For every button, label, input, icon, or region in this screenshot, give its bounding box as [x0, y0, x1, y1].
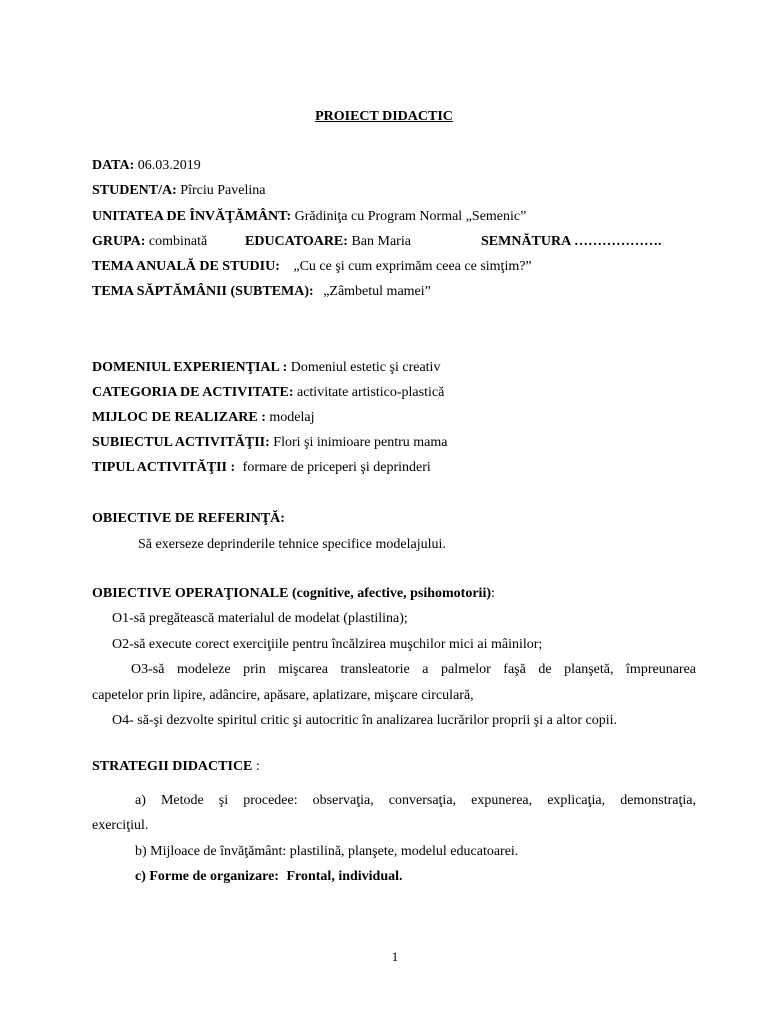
- strategii-c-value: Frontal, individual.: [286, 869, 403, 884]
- categoria-label: CATEGORIA DE ACTIVITATE:: [92, 385, 294, 400]
- data-row: [92, 159, 201, 173]
- unitate-value: Grădiniţa cu Program Normal „Semenic”: [294, 209, 527, 224]
- categoria-row: [92, 386, 444, 400]
- educatoare-label: EDUCATOARE:: [245, 234, 348, 249]
- strategii-a-line1: a) Metode şi procedee: observaţia, conversaţia, expunerea, explicaţia, demonstraţia,: [135, 793, 696, 808]
- objective-o4: O4- să-şi dezvolte spiritul critic şi autocritic în analizarea lucrărilor proprii şi a altor copii.: [112, 713, 617, 728]
- tema-anuala-value: „Cu ce şi cum exprimăm ceea ce simţim?”: [293, 259, 532, 274]
- educatoare-value: Ban Maria: [351, 234, 411, 249]
- objective-o3-line2: capetelor prin lipire, adâncire, apăsare, aplatizare, mişcare circulară,: [92, 688, 474, 703]
- obiective-operationale-heading-row: [92, 587, 495, 601]
- objective-o1: O1-să pregătească materialul de modelat (plastilina);: [112, 611, 408, 626]
- subiect-row: [92, 436, 447, 450]
- strategii-c-label: c) Forme de organizare:: [135, 869, 279, 884]
- grupa-value: combinată: [148, 234, 208, 249]
- student-value: Pîrciu Pavelina: [180, 183, 266, 198]
- tema-saptamanii-value: „Zâmbetul mamei”: [323, 284, 431, 299]
- grupa-row: [92, 235, 207, 249]
- strategii-heading: STRATEGII DIDACTICE: [92, 759, 253, 774]
- unitate-label: UNITATEA DE ÎNVĂŢĂMÂNT:: [92, 209, 292, 224]
- strategii-heading-row: [92, 760, 260, 774]
- tipul-label: TIPUL ACTIVITĂŢII :: [92, 460, 236, 475]
- data-value: 06.03.2019: [137, 158, 201, 173]
- document-title: PROIECT DIDACTIC: [315, 109, 453, 124]
- obiective-referinta-text: Să exerseze deprinderile tehnice specifice modelajului.: [138, 537, 446, 552]
- unitate-row: [92, 210, 526, 224]
- mijloc-value: modelaj: [269, 410, 315, 425]
- strategii-b: b) Mijloace de învăţământ: plastilină, planşete, modelul educatoarei.: [135, 844, 519, 859]
- student-label: STUDENT/A:: [92, 183, 177, 198]
- obiective-operationale-colon: :: [491, 586, 495, 601]
- subiect-value: Flori şi inimioare pentru mama: [273, 435, 448, 450]
- domeniu-label: DOMENIUL EXPERIENŢIAL :: [92, 360, 288, 375]
- objective-o3-line1: O3-să modeleze prin mişcarea transleatorie a palmelor faşă de planşetă, împreunarea: [131, 662, 696, 677]
- tema-anuala-row: [92, 260, 532, 274]
- semnatura-label: SEMNĂTURA ……………….: [481, 234, 662, 249]
- obiective-referinta-heading: OBIECTIVE DE REFERINŢĂ:: [92, 511, 285, 526]
- tipul-value: formare de priceperi şi deprinderi: [242, 460, 431, 475]
- strategii-colon: :: [255, 759, 260, 774]
- tema-saptamanii-row: [92, 285, 431, 299]
- strategii-c-row: [135, 870, 403, 884]
- educatoare-row: [245, 235, 411, 249]
- categoria-value: activitate artistico-plastică: [296, 385, 445, 400]
- mijloc-label: MIJLOC DE REALIZARE :: [92, 410, 266, 425]
- strategii-a-line2: exerciţiul.: [92, 818, 149, 833]
- student-row: [92, 184, 265, 198]
- data-label: DATA:: [92, 158, 135, 173]
- tipul-row: [92, 461, 431, 475]
- mijloc-row: [92, 411, 314, 425]
- domeniu-value: Domeniul estetic şi creativ: [290, 360, 441, 375]
- page-number: 1: [391, 949, 399, 964]
- domeniu-row: [92, 361, 440, 375]
- tema-anuala-label: TEMA ANUALĂ DE STUDIU:: [92, 259, 280, 274]
- subiect-label: SUBIECTUL ACTIVITĂŢII:: [92, 435, 270, 450]
- grupa-label: GRUPA:: [92, 234, 146, 249]
- objective-o2: O2-să execute corect exerciţiile pentru încălzirea muşchilor mici ai mâinilor;: [112, 637, 543, 652]
- tema-saptamanii-label: TEMA SĂPTĂMÂNII (SUBTEMA):: [92, 284, 314, 299]
- obiective-operationale-suffix: (cognitive, afective, psihomotorii): [291, 586, 491, 601]
- obiective-operationale-heading: OBIECTIVE OPERAŢIONALE: [92, 586, 289, 601]
